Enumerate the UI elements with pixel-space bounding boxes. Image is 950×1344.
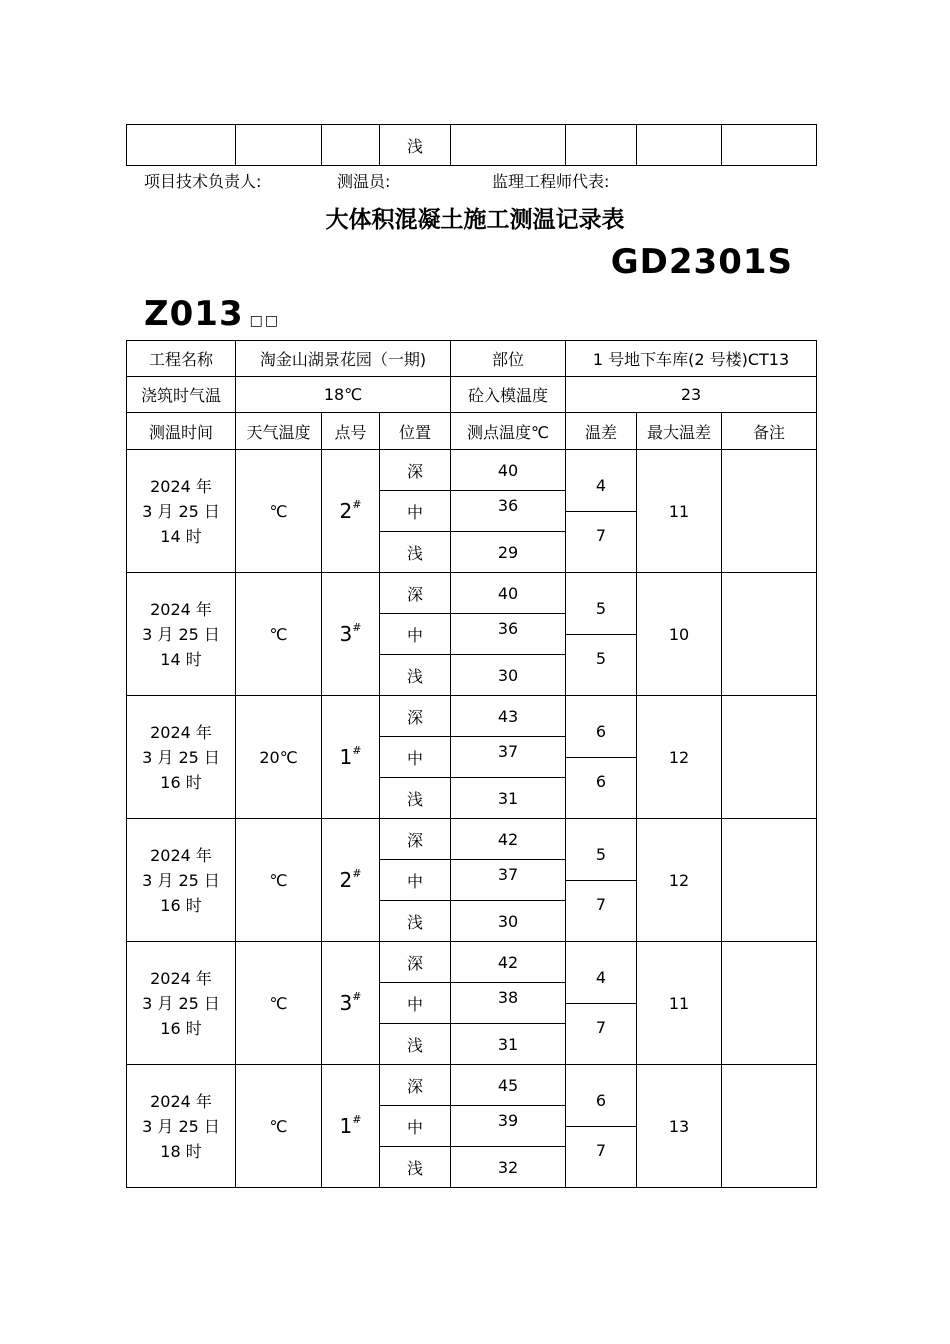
position-cell: 中 (380, 860, 451, 901)
temp-diff-divider (566, 634, 636, 635)
point-number-cell (322, 942, 380, 1065)
time-date: 3 月 25 日 (142, 501, 220, 521)
column-header-row (127, 413, 817, 450)
project-name-label: 工程名称 (127, 341, 236, 377)
point-temp-value: 37 (497, 741, 519, 761)
time-hour: 14 时 (160, 649, 202, 669)
temp-diff-cell (566, 696, 637, 819)
document-code-line-2 (144, 294, 280, 334)
tech-lead-signature-label: 项目技术负责人: (144, 172, 262, 191)
measure-time-cell (127, 573, 236, 696)
point-temp-cell (451, 1147, 566, 1188)
project-info-row (127, 341, 817, 377)
point-temp-cell (451, 1065, 566, 1106)
time-year: 2024 年 (150, 599, 212, 619)
position-cell: 深 (380, 573, 451, 614)
project-name-value: 淘金山湖景花园（一期) (236, 341, 451, 377)
pour-temp-label: 浇筑时气温 (127, 377, 236, 413)
point-temp-value: 30 (497, 665, 519, 685)
column-header: 点号 (322, 413, 380, 450)
column-header: 天气温度 (236, 413, 322, 450)
column-header: 最大温差 (637, 413, 722, 450)
temp-diff-lower: 6 (595, 772, 607, 791)
position-cell: 浅 (380, 901, 451, 942)
position-cell: 浅 (380, 655, 451, 696)
temp-diff-upper: 5 (595, 599, 607, 618)
column-header: 测点温度℃ (451, 413, 566, 450)
point-temp-value: 42 (497, 952, 519, 972)
column-header: 测温时间 (127, 413, 236, 450)
point-temp-cell (451, 491, 566, 532)
temperature-info-row (127, 377, 817, 413)
point-mark: # (352, 867, 362, 881)
point-temp-cell (451, 737, 566, 778)
position-cell: 中 (380, 983, 451, 1024)
table-row (127, 573, 817, 614)
recorder-signature-label: 测温员: (337, 172, 391, 191)
weather-temp-cell: ℃ (236, 450, 322, 573)
temperature-record-table (126, 340, 817, 1188)
time-hour: 16 时 (160, 1018, 202, 1038)
position-cell: 深 (380, 819, 451, 860)
point-temp-cell (451, 1106, 566, 1147)
code-placeholder-glyph: □□ (249, 313, 281, 329)
point-mark: # (352, 498, 362, 512)
table-row (127, 1065, 817, 1106)
point-number-cell (322, 819, 380, 942)
point-number-cell (322, 573, 380, 696)
temp-diff-cell (566, 573, 637, 696)
point-number-cell (322, 450, 380, 573)
point-temp-value: 30 (497, 911, 519, 931)
weather-temp-cell: ℃ (236, 942, 322, 1065)
point-temp-cell (451, 614, 566, 655)
weather-temp-cell: 20℃ (236, 696, 322, 819)
measure-time-cell (127, 1065, 236, 1188)
point-temp-cell (451, 696, 566, 737)
time-date: 3 月 25 日 (142, 747, 220, 767)
empty-cell (451, 125, 566, 166)
point-temp-value: 42 (497, 829, 519, 849)
temp-diff-divider (566, 757, 636, 758)
measure-time-cell (127, 942, 236, 1065)
point-temp-value: 45 (497, 1075, 519, 1095)
point-number: 3 (339, 622, 353, 646)
document-code-line-1: GD2301S (610, 242, 793, 282)
time-date: 3 月 25 日 (142, 624, 220, 644)
position-cell: 浅 (380, 1147, 451, 1188)
point-number: 2 (339, 499, 353, 523)
point-temp-cell (451, 901, 566, 942)
pour-temp-value: 18℃ (236, 377, 451, 413)
temp-diff-upper: 5 (595, 845, 607, 864)
mold-temp-label: 砼入模温度 (451, 377, 566, 413)
point-number: 1 (339, 1114, 353, 1138)
position-cell: 浅 (380, 1024, 451, 1065)
point-mark: # (352, 744, 362, 758)
position-cell: 深 (380, 450, 451, 491)
point-temp-cell (451, 778, 566, 819)
mold-temp-value: 23 (566, 377, 817, 413)
time-hour: 16 时 (160, 772, 202, 792)
point-temp-value: 40 (497, 583, 519, 603)
note-cell (722, 942, 817, 1065)
table-row (127, 819, 817, 860)
position-cell: 深 (380, 696, 451, 737)
max-temp-diff-cell: 11 (637, 942, 722, 1065)
empty-cell (637, 125, 722, 166)
empty-cell (127, 125, 236, 166)
temp-diff-cell (566, 450, 637, 573)
point-temp-value: 32 (497, 1157, 519, 1177)
max-temp-diff-cell: 10 (637, 573, 722, 696)
time-year: 2024 年 (150, 476, 212, 496)
empty-cell (722, 125, 817, 166)
point-mark: # (352, 621, 362, 635)
point-mark: # (352, 1113, 362, 1127)
part-value: 1 号地下车库(2 号楼)CT13 (566, 341, 817, 377)
max-temp-diff-cell: 12 (637, 696, 722, 819)
point-temp-value: 40 (497, 460, 519, 480)
point-temp-cell (451, 450, 566, 491)
temp-diff-divider (566, 1126, 636, 1127)
temp-diff-cell (566, 1065, 637, 1188)
position-cell: 深 (380, 1065, 451, 1106)
position-cell: 浅 (380, 125, 451, 166)
time-hour: 14 时 (160, 526, 202, 546)
temp-diff-upper: 4 (595, 968, 607, 987)
time-date: 3 月 25 日 (142, 1116, 220, 1136)
note-cell (722, 819, 817, 942)
table-row (127, 450, 817, 491)
note-cell (722, 1065, 817, 1188)
column-header: 温差 (566, 413, 637, 450)
measure-time-cell (127, 819, 236, 942)
time-hour: 18 时 (160, 1141, 202, 1161)
point-temp-value: 36 (497, 618, 519, 638)
max-temp-diff-cell: 11 (637, 450, 722, 573)
time-year: 2024 年 (150, 845, 212, 865)
temp-diff-upper: 6 (595, 1091, 607, 1110)
temp-diff-cell (566, 942, 637, 1065)
document-code-text: Z013 (144, 294, 244, 334)
time-date: 3 月 25 日 (142, 870, 220, 890)
point-temp-cell (451, 983, 566, 1024)
point-temp-value: 39 (497, 1110, 519, 1130)
weather-temp-cell: ℃ (236, 819, 322, 942)
point-temp-value: 37 (497, 864, 519, 884)
time-date: 3 月 25 日 (142, 993, 220, 1013)
time-year: 2024 年 (150, 968, 212, 988)
point-temp-cell (451, 942, 566, 983)
point-temp-value: 36 (497, 495, 519, 515)
empty-cell (236, 125, 322, 166)
point-temp-cell (451, 532, 566, 573)
weather-temp-cell: ℃ (236, 573, 322, 696)
note-cell (722, 573, 817, 696)
time-year: 2024 年 (150, 1091, 212, 1111)
time-year: 2024 年 (150, 722, 212, 742)
point-number: 3 (339, 991, 353, 1015)
point-number: 1 (339, 745, 353, 769)
temp-diff-lower: 5 (595, 649, 607, 668)
supervisor-signature-label: 监理工程师代表: (492, 172, 610, 191)
position-cell: 中 (380, 737, 451, 778)
max-temp-diff-cell: 13 (637, 1065, 722, 1188)
point-temp-value: 31 (497, 788, 519, 808)
measure-time-cell (127, 450, 236, 573)
measure-time-cell (127, 696, 236, 819)
time-hour: 16 时 (160, 895, 202, 915)
point-temp-value: 29 (497, 542, 519, 562)
table-row (127, 125, 817, 166)
point-temp-cell (451, 655, 566, 696)
temp-diff-lower: 7 (595, 1141, 607, 1160)
point-number-cell (322, 1065, 380, 1188)
position-cell: 中 (380, 491, 451, 532)
position-cell: 浅 (380, 778, 451, 819)
temp-diff-lower: 7 (595, 526, 607, 545)
point-temp-value: 38 (497, 987, 519, 1007)
point-number: 2 (339, 868, 353, 892)
position-cell: 中 (380, 1106, 451, 1147)
weather-temp-cell: ℃ (236, 1065, 322, 1188)
point-temp-value: 43 (497, 706, 519, 726)
note-cell (722, 450, 817, 573)
top-continuation-table (126, 124, 817, 166)
temp-diff-cell (566, 819, 637, 942)
part-label: 部位 (451, 341, 566, 377)
empty-cell (322, 125, 380, 166)
temp-diff-lower: 7 (595, 1018, 607, 1037)
column-header: 位置 (380, 413, 451, 450)
point-temp-cell (451, 860, 566, 901)
temp-diff-lower: 7 (595, 895, 607, 914)
page-title: 大体积混凝土施工测温记录表 (325, 207, 625, 233)
point-number-cell (322, 696, 380, 819)
point-temp-cell (451, 573, 566, 614)
temp-diff-divider (566, 1003, 636, 1004)
column-header: 备注 (722, 413, 817, 450)
position-cell: 深 (380, 942, 451, 983)
note-cell (722, 696, 817, 819)
max-temp-diff-cell: 12 (637, 819, 722, 942)
position-cell: 中 (380, 614, 451, 655)
point-temp-cell (451, 1024, 566, 1065)
temp-diff-divider (566, 880, 636, 881)
point-mark: # (352, 990, 362, 1004)
point-temp-value: 31 (497, 1034, 519, 1054)
table-row (127, 696, 817, 737)
temp-diff-divider (566, 511, 636, 512)
table-row (127, 942, 817, 983)
temp-diff-upper: 6 (595, 722, 607, 741)
empty-cell (566, 125, 637, 166)
point-temp-cell (451, 819, 566, 860)
position-cell: 浅 (380, 532, 451, 573)
temp-diff-upper: 4 (595, 476, 607, 495)
